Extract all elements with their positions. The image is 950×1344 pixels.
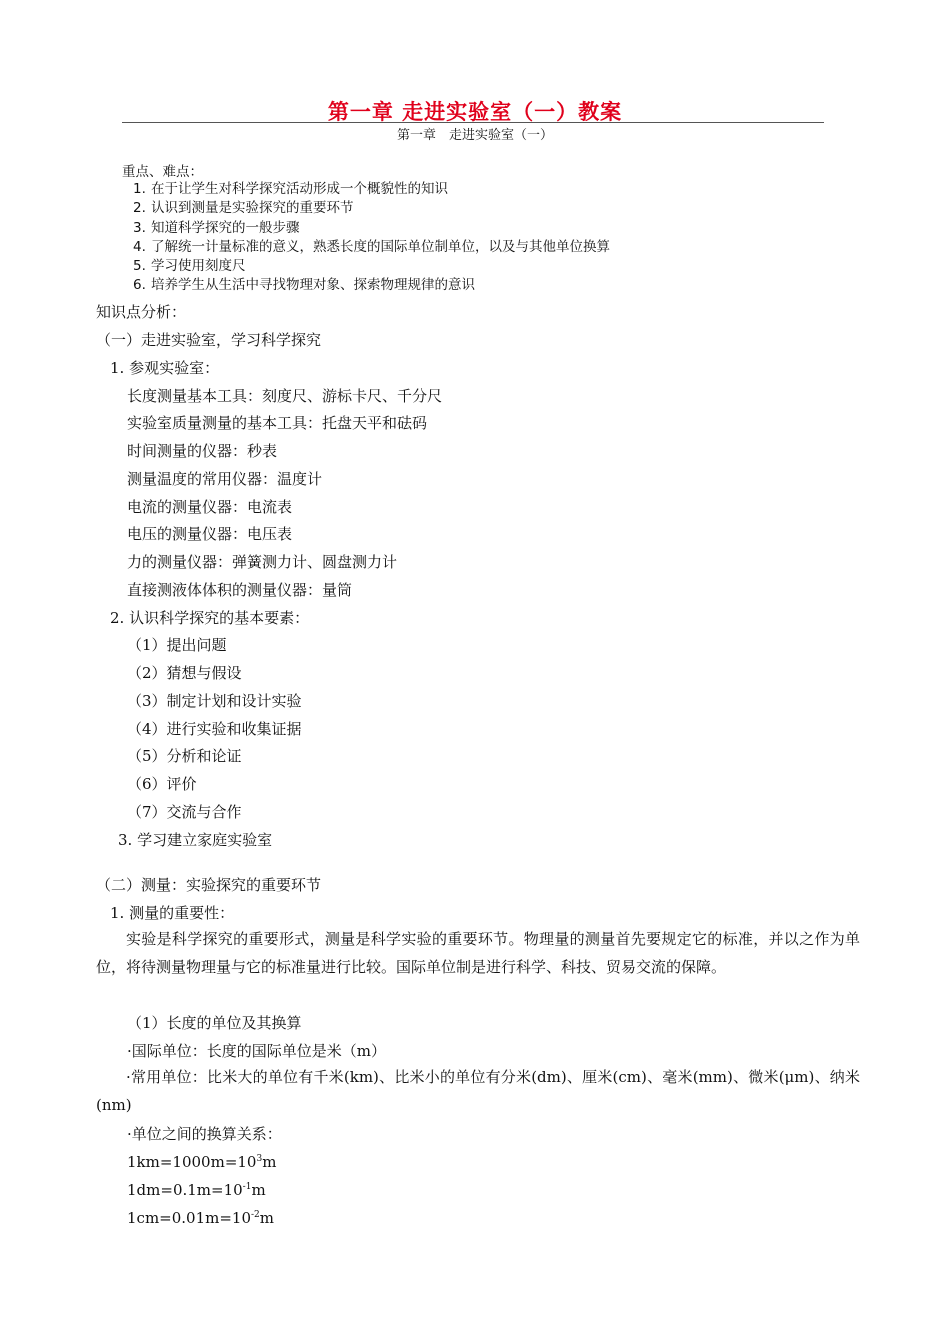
list-item: 测量温度的常用仪器：温度计 [127, 470, 323, 488]
list-item: 2. 认识到测量是实验探究的重要环节 [133, 200, 354, 217]
list-item: 实验室质量测量的基本工具：托盘天平和砝码 [127, 414, 428, 432]
section2-heading: （二）测量：实验探究的重要环节 [96, 876, 322, 894]
section2-sub1-heading: 1. 测量的重要性： [110, 904, 235, 922]
key-points-heading: 重点、难点： [122, 164, 203, 180]
title-divider [122, 122, 824, 123]
list-item: 4. 了解统一计量标准的意义，熟悉长度的国际单位制单位，以及与其他单位换算 [133, 238, 610, 255]
document-subtitle: 第一章 走进实验室（一） [396, 128, 553, 143]
list-item: 电压的测量仪器：电压表 [127, 525, 293, 543]
list-item: （2）猜想与假设 [127, 664, 242, 682]
section1-heading: （一）走进实验室，学习科学探究 [96, 331, 322, 349]
list-item: 电流的测量仪器：电流表 [127, 498, 293, 516]
analysis-heading: 知识点分析： [96, 303, 187, 321]
importance-paragraph: 实验是科学探究的重要形式，测量是科学实验的重要环节。物理量的测量首先要规定它的标准，并以之作为单位，将待测量物理量与它的标准量进行比较。国际单位制是进行科学、科技、贸易交流的保障。 [96, 930, 860, 976]
list-item: 长度测量基本工具：刻度尺、游标卡尺、千分尺 [127, 387, 443, 405]
list-item: （1）提出问题 [127, 636, 227, 654]
list-item: 直接测液体体积的测量仪器：量筒 [127, 581, 353, 599]
conversion-formula: $1dm=0.1m=10^{-1}m$ [127, 1181, 266, 1199]
list-item: （7）交流与合作 [127, 803, 242, 821]
conversion-formula: $1km=1000m=10^3m$ [127, 1153, 277, 1171]
conversion-heading: ·单位之间的换算关系： [127, 1125, 282, 1143]
section1-sub2-heading: 2. 认识科学探究的基本要素： [110, 609, 310, 627]
document-title: 第一章 走进实验室（一）教案 [327, 100, 623, 124]
conversion-formula: $1cm=0.01m=10^{-2}m$ [127, 1209, 275, 1227]
list-item: （3）制定计划和设计实验 [127, 692, 302, 710]
list-item: （5）分析和论证 [127, 747, 242, 765]
section1-sub1-heading: 1. 参观实验室： [110, 359, 220, 377]
list-item: 3. 知道科学探究的一般步骤 [133, 219, 300, 236]
list-item: 时间测量的仪器：秒表 [127, 442, 278, 460]
list-item: （4）进行实验和收集证据 [127, 720, 302, 738]
list-item: （6）评价 [127, 775, 197, 793]
list-item: 6. 培养学生从生活中寻找物理对象、探索物理规律的意识 [133, 277, 475, 294]
key-points-list [133, 180, 610, 296]
unit-heading: （1）长度的单位及其换算 [127, 1014, 302, 1032]
si-unit-line: ·国际单位：长度的国际单位是米（m） [127, 1042, 386, 1060]
section1-sub3-heading: 3. 学习建立家庭实验室 [118, 831, 273, 849]
list-item: 5. 学习使用刻度尺 [133, 258, 246, 275]
list-item: 力的测量仪器：弹簧测力计、圆盘测力计 [127, 553, 398, 571]
common-units-paragraph: ·常用单位：比米大的单位有千米(km)、比米小的单位有分米(dm)、厘米(cm)、毫米(mm)、微米(μm)、纳米(nm) [96, 1068, 860, 1114]
list-item: 1. 在于让学生对科学探究活动形成一个概貌性的知识 [133, 181, 448, 197]
